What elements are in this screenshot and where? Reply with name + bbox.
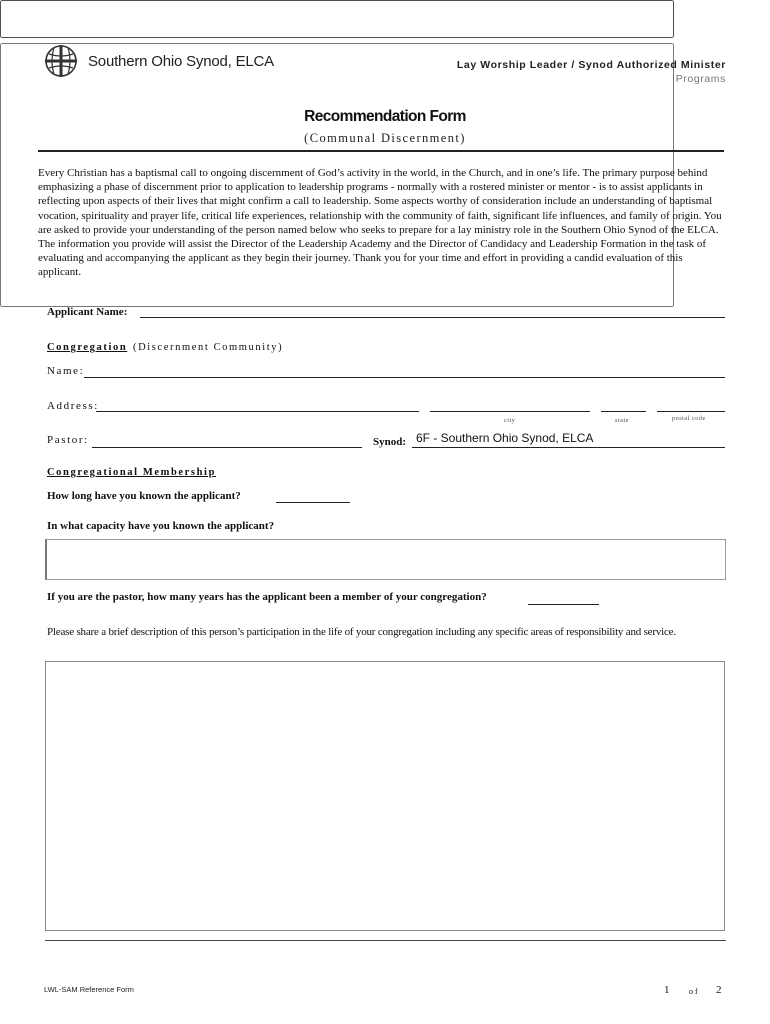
org-name: Southern Ohio Synod, ELCA (88, 53, 274, 70)
city-line (430, 411, 590, 412)
synod-label: Synod: (373, 436, 407, 448)
applicant-name-input[interactable] (142, 302, 722, 317)
address-label: Address: (47, 400, 99, 412)
program-subtitle: Programs (675, 73, 726, 85)
postal-code-input[interactable] (659, 396, 723, 411)
state-input[interactable] (603, 396, 644, 411)
program-title: Lay Worship Leader / Synod Authorized Minister (456, 59, 726, 71)
pastor-label: Pastor: (47, 434, 89, 446)
state-line (601, 411, 646, 412)
address-line (96, 411, 419, 412)
synod-input[interactable] (416, 430, 722, 446)
synod-logo-icon (44, 44, 78, 78)
state-caption: state (615, 418, 629, 424)
synod-line (412, 447, 725, 448)
congregation-name-input[interactable] (86, 362, 722, 377)
pastor-input[interactable] (94, 432, 360, 447)
page-current: 1 (664, 984, 670, 996)
pastor-years-question: If you are the pastor, how many years has the applicant been a member of your congregation? (47, 591, 487, 603)
congregation-name-label: Name: (47, 365, 85, 377)
pastor-years-line (528, 604, 599, 605)
capacity-answer-box (45, 539, 726, 580)
pastor-years-input[interactable] (530, 589, 597, 604)
congregation-heading: Congregation (47, 342, 128, 353)
how-long-line (276, 502, 350, 503)
address-input[interactable] (98, 396, 416, 411)
city-caption: city (504, 418, 516, 424)
capacity-answer-input[interactable] (0, 0, 674, 38)
postal-code-caption: postal code (672, 416, 706, 422)
participation-question: Please share a brief description of this person’s participation in the life of your congregation including any specific areas of responsibility and service. (47, 626, 676, 638)
congregation-heading-note: (Discernment Community) (133, 342, 284, 353)
footer-form-name: LWL-SAM Reference Form (44, 985, 134, 994)
how-long-question: How long have you known the applicant? (47, 490, 241, 502)
page-total: 2 (716, 984, 722, 996)
city-input[interactable] (432, 396, 588, 411)
congregation-name-line (84, 377, 725, 378)
title-divider (38, 150, 724, 152)
postal-code-line (657, 411, 725, 412)
participation-answer-box (45, 661, 725, 931)
intro-paragraph: Every Christian has a baptismal call to ongoing discernment of God’s activity in the world, in the Church, and in one’s life. The primary purpose behind emphasizing a phase of discernment prior to application to leadership programs - normally with a rostered minister or mentor - is to assist applicants in reflecting upon aspects of their lives that might confirm a call to leadership. Some aspects worthy of consideration include an understanding of baptismal vocation, spirituality and prayer life, critical life experiences, relationship with the community of faith, significant life influences, and family of origin. You are asked to provide your understanding of the person named below who seeks to prepare for a lay ministry role in the Southern Ohio Synod of the ELCA. The information you provide will assist the Director of the Leadership Academy and the Director of Candidacy and Leadership Formation in the task of evaluating and accompanying the applicant as they begin their journey. Thank you for your time and effort in providing a candid evaluation of this applicant. (38, 167, 722, 279)
form-subtitle: (Communal Discernment) (304, 131, 466, 145)
page-of: of (689, 987, 700, 996)
applicant-name-label: Applicant Name: (47, 306, 128, 318)
applicant-name-line (140, 317, 725, 318)
capacity-question: In what capacity have you known the applicant? (47, 520, 275, 532)
how-long-input[interactable] (278, 487, 348, 502)
bottom-divider (45, 940, 726, 941)
form-title: Recommendation Form (304, 108, 466, 125)
pastor-line (92, 447, 362, 448)
membership-heading: Congregational Membership (47, 467, 217, 478)
